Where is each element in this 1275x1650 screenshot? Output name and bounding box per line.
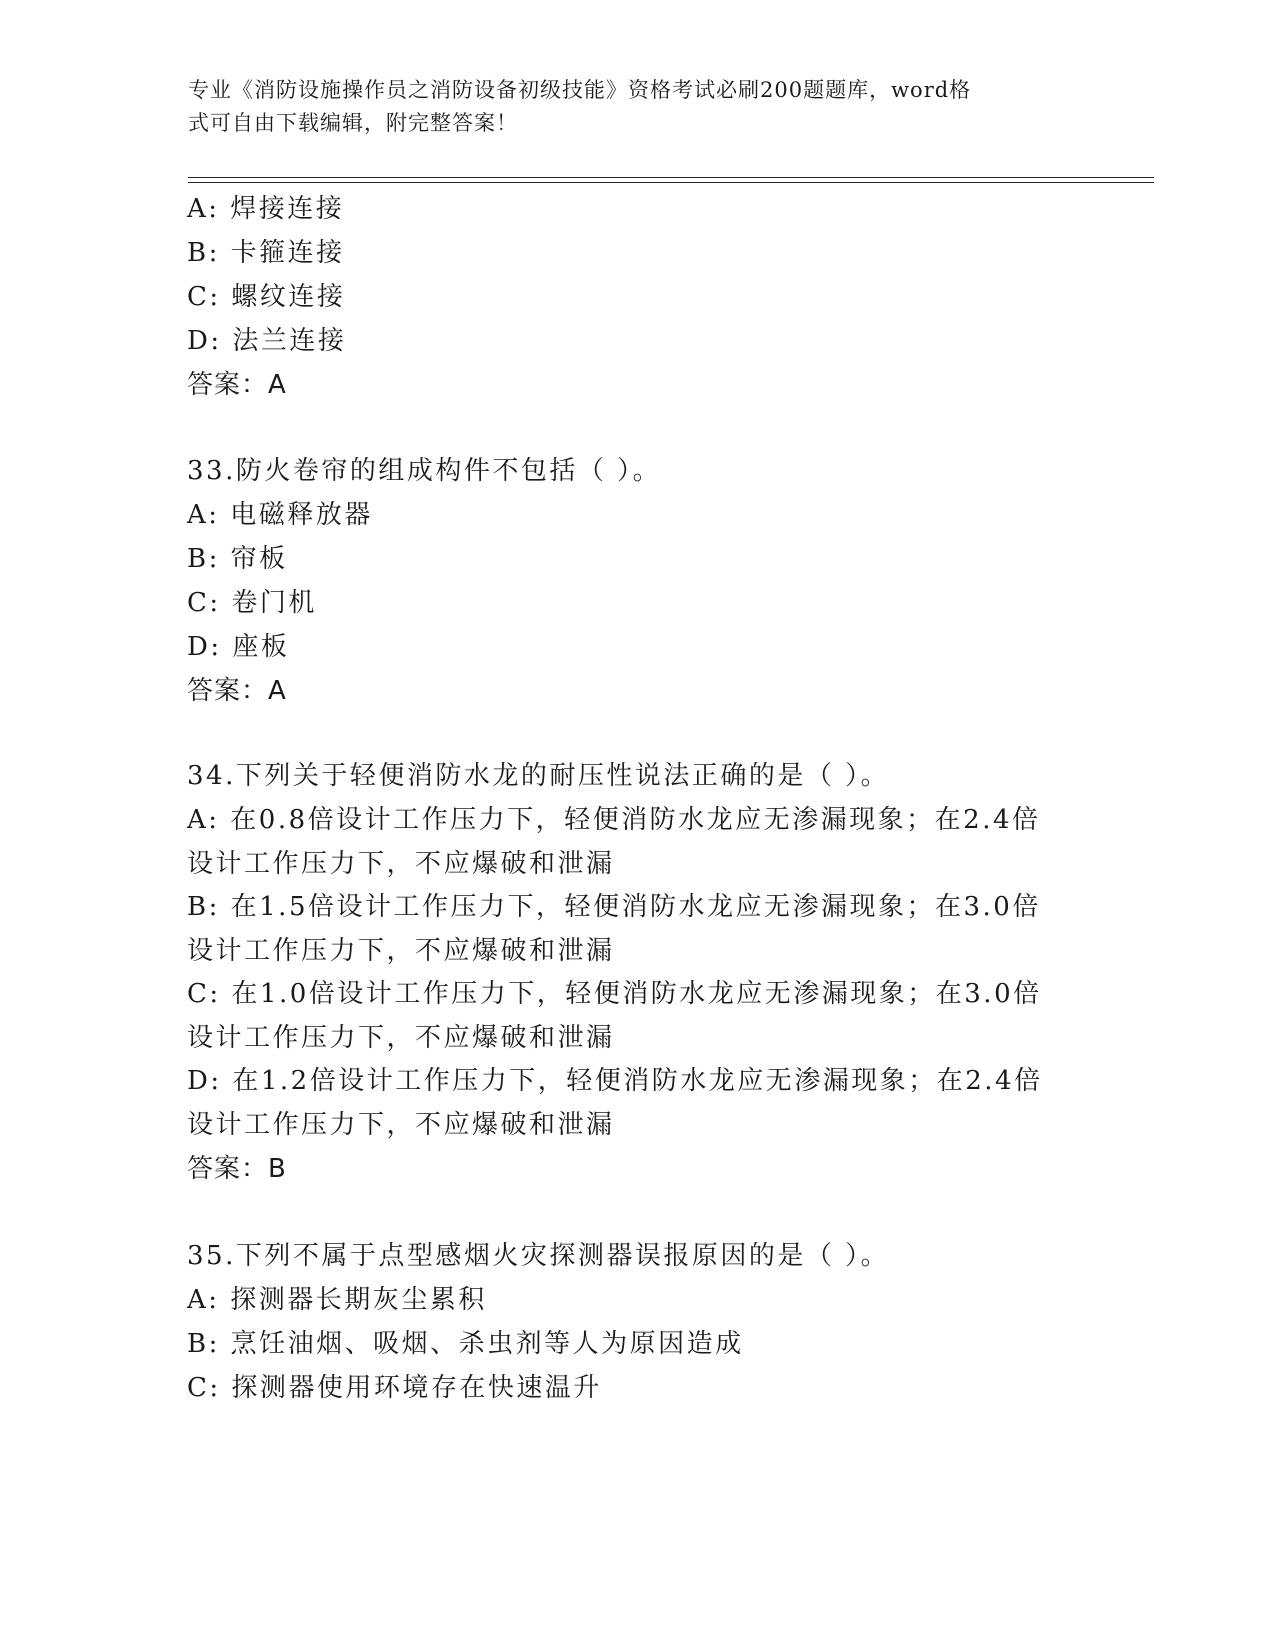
q33-option-d: D: 座板 xyxy=(187,632,290,662)
q32-option-a: A: 焊接连接 xyxy=(187,194,345,224)
q33-option-b: B: 帘板 xyxy=(187,544,288,574)
q35-stem: 35.下列不属于点型感烟火灾探测器误报原因的是（ ）。 xyxy=(187,1241,890,1271)
q32-option-d: D: 法兰连接 xyxy=(187,326,347,356)
q34-option-d-line2: 设计工作压力下，不应爆破和泄漏 xyxy=(187,1110,615,1140)
header-rule-top xyxy=(188,177,1154,178)
q33-option-a: A: 电磁释放器 xyxy=(187,500,373,530)
document-header xyxy=(188,74,1068,140)
q33-option-c: C: 卷门机 xyxy=(187,588,317,618)
q34-answer: 答案：B xyxy=(187,1154,287,1184)
q32-option-b: B: 卡箍连接 xyxy=(187,238,345,268)
q34-option-a-line2: 设计工作压力下，不应爆破和泄漏 xyxy=(187,849,615,879)
q34-stem: 34.下列关于轻便消防水龙的耐压性说法正确的是（ ）。 xyxy=(187,761,890,791)
q34-option-c-line1: C: 在1.0倍设计工作压力下，轻便消防水龙应无渗漏现象；在3.0倍 xyxy=(187,979,1042,1009)
q32-answer: 答案：A xyxy=(187,370,287,400)
header-line-2: 式可自由下载编辑，附完整答案！ xyxy=(188,111,518,135)
q35-option-b: B: 烹饪油烟、吸烟、杀虫剂等人为原因造成 xyxy=(187,1329,744,1359)
q35-option-a: A: 探测器长期灰尘累积 xyxy=(187,1285,487,1315)
q32-option-c: C: 螺纹连接 xyxy=(187,282,346,312)
q35-option-c: C: 探测器使用环境存在快速温升 xyxy=(187,1373,602,1403)
q34-option-b-line2: 设计工作压力下，不应爆破和泄漏 xyxy=(187,936,615,966)
q34-option-a-line1: A: 在0.8倍设计工作压力下，轻便消防水龙应无渗漏现象；在2.4倍 xyxy=(187,805,1041,835)
header-rule-bottom xyxy=(188,182,1154,183)
q34-option-b-line1: B: 在1.5倍设计工作压力下，轻便消防水龙应无渗漏现象；在3.0倍 xyxy=(187,892,1041,922)
header-line-1: 专业《消防设施操作员之消防设备初级技能》资格考试必刷200题题库，word格 xyxy=(188,78,972,102)
q33-stem: 33.防火卷帘的组成构件不包括（ ）。 xyxy=(187,456,662,486)
q34-option-c-line2: 设计工作压力下，不应爆破和泄漏 xyxy=(187,1023,615,1053)
q33-answer: 答案：A xyxy=(187,676,287,706)
q34-option-d-line1: D: 在1.2倍设计工作压力下，轻便消防水龙应无渗漏现象；在2.4倍 xyxy=(187,1066,1043,1096)
